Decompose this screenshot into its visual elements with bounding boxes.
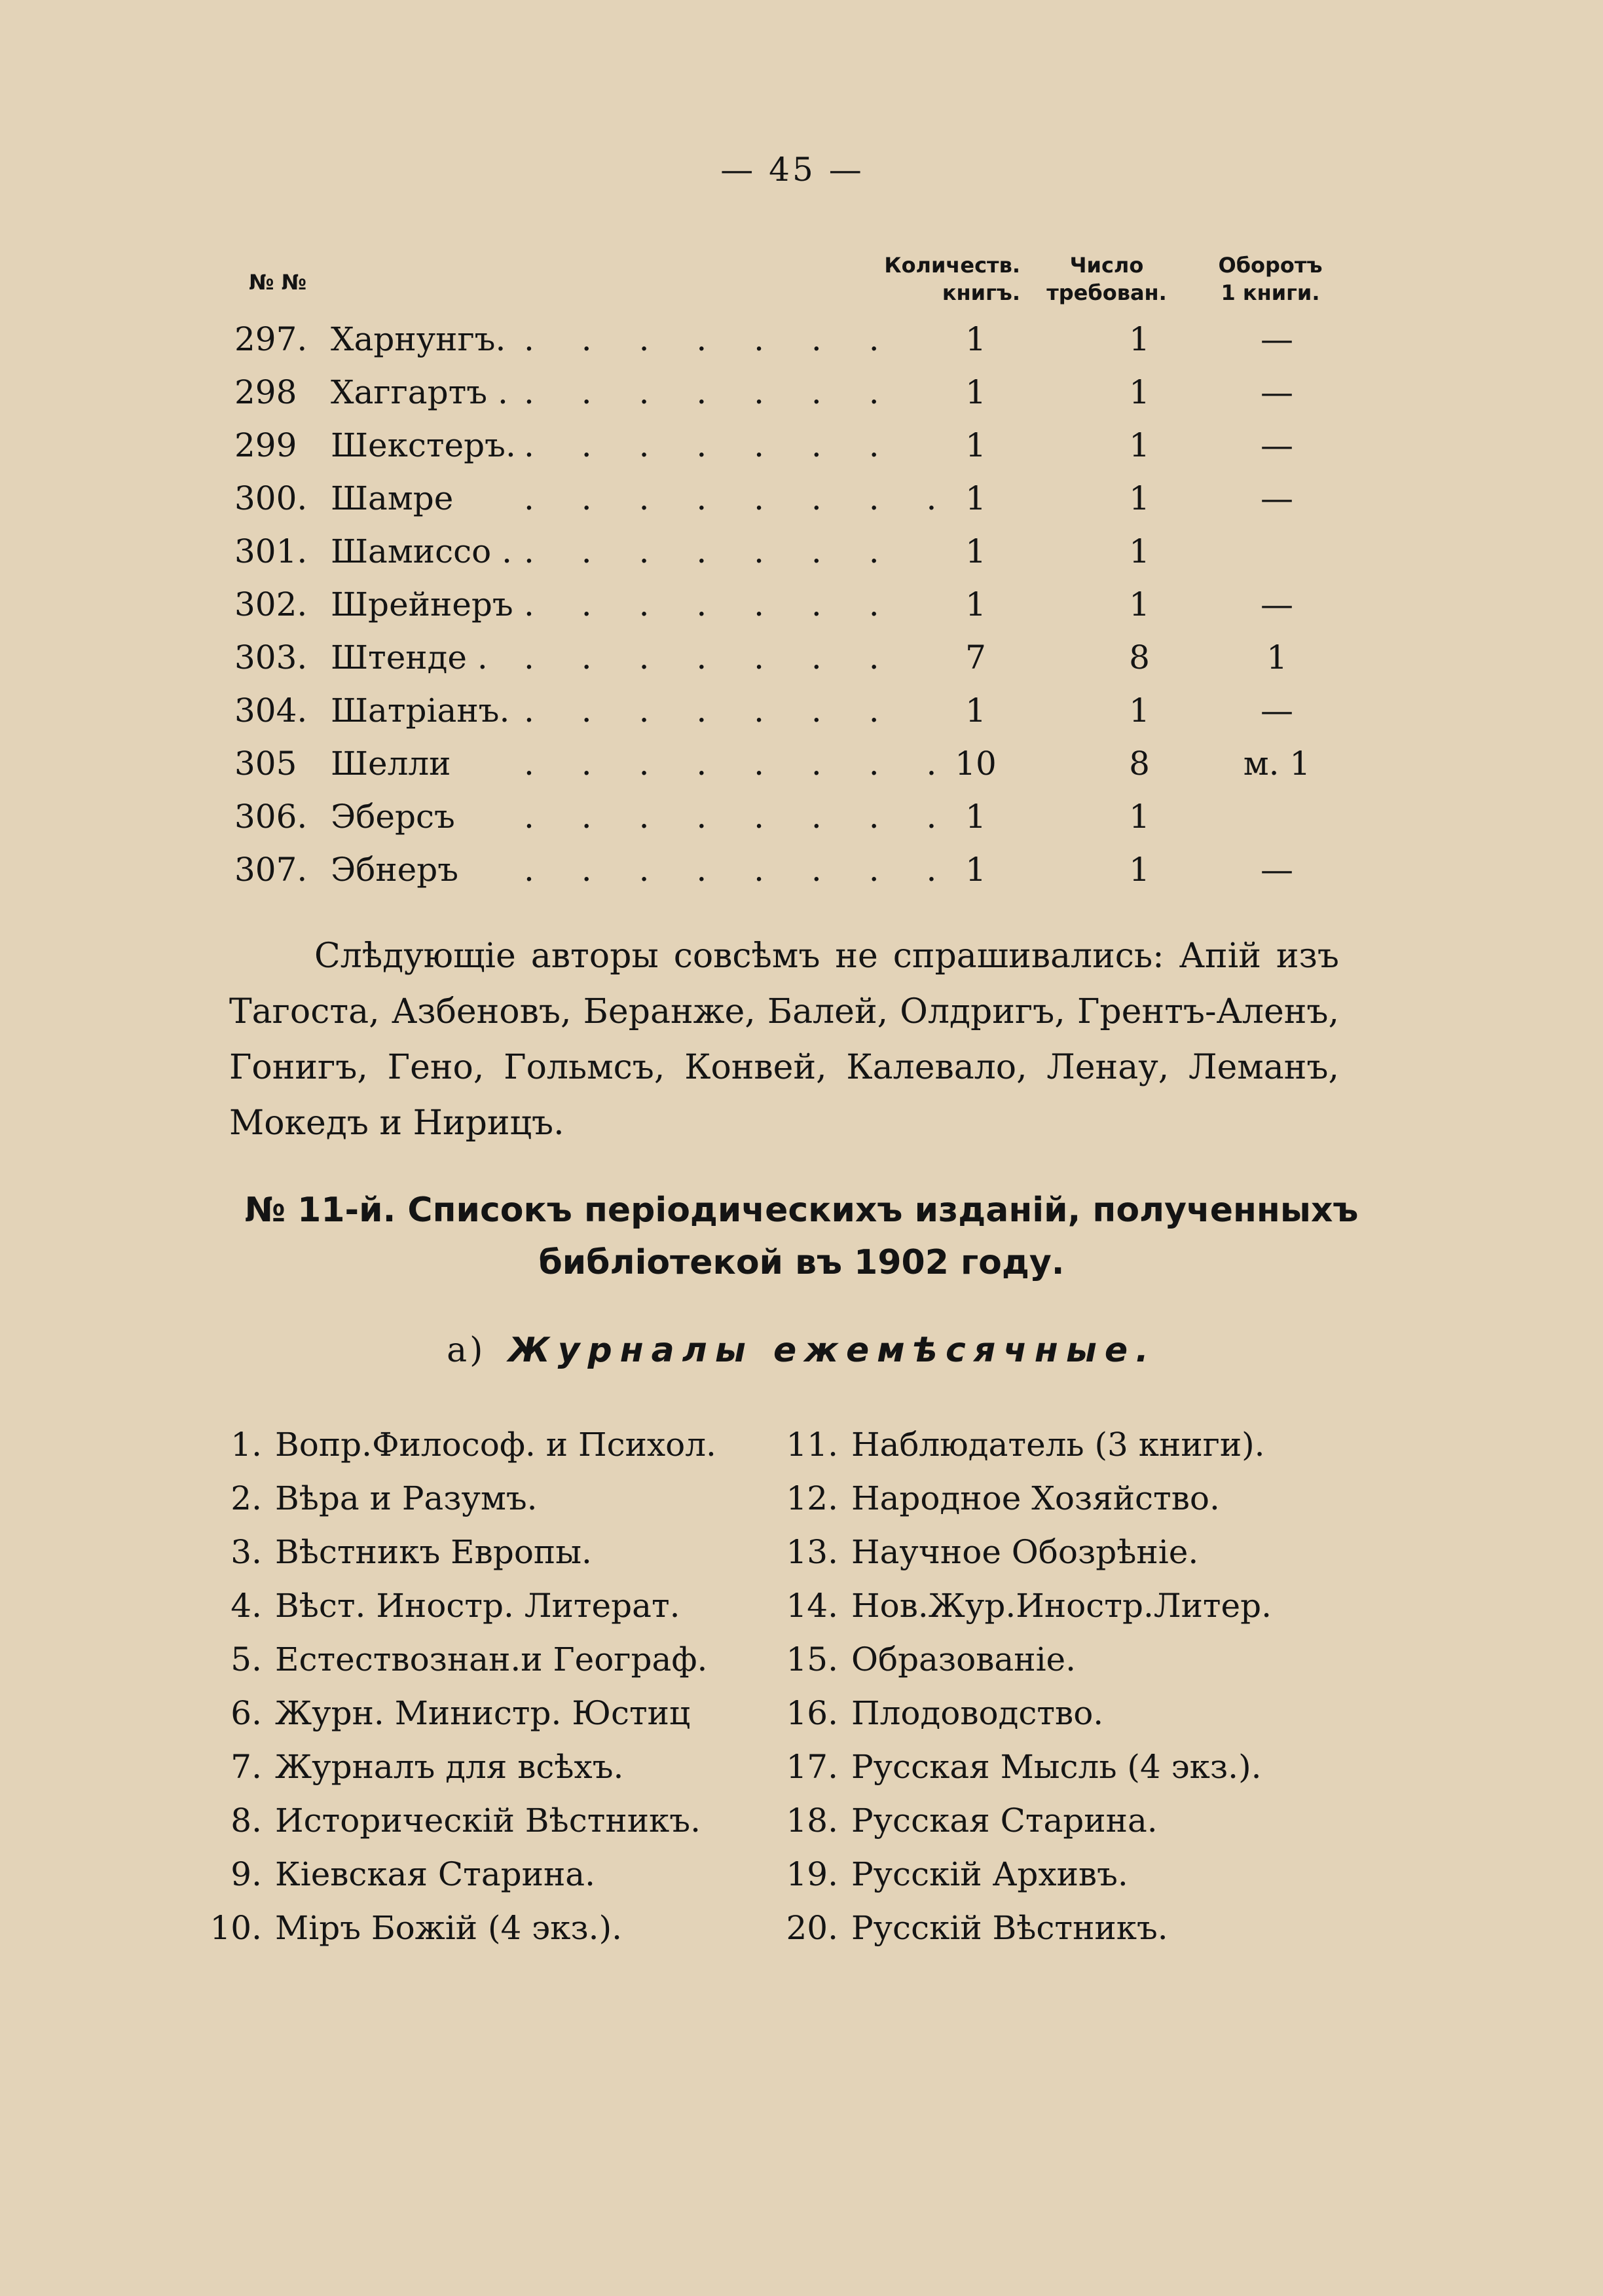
leader-dots: . . . . . . . <box>524 373 898 411</box>
quantity-value: 1 <box>965 585 986 623</box>
quantity-value: 1 <box>965 373 986 411</box>
journal-title: Научное Обозрѣніе. <box>851 1533 1199 1571</box>
turnover-value: — <box>1261 479 1293 517</box>
table-row <box>0 313 1603 365</box>
author-name: Эбнеръ <box>331 851 459 889</box>
table-row <box>0 419 1603 472</box>
author-name: Шамиссо . <box>331 532 512 570</box>
journal-number: 20. <box>786 1909 838 1947</box>
table-row <box>0 737 1603 790</box>
subsection-title: Журналы ежемѣсячные. <box>507 1331 1156 1370</box>
requests-value: 1 <box>1129 585 1150 623</box>
journal-title: Журн. Министр. Юстиц <box>275 1694 691 1732</box>
journal-number: 18. <box>786 1802 838 1840</box>
journal-title: Нов.Жур.Иностр.Литер. <box>851 1587 1272 1625</box>
turnover-value: 1 <box>1266 639 1287 676</box>
author-name: Харнунгъ. <box>331 320 506 358</box>
leader-dots: . . . . . . . <box>524 320 898 358</box>
journal-number: 9. <box>230 1855 262 1893</box>
row-number: 301. <box>234 532 308 570</box>
row-number: 307. <box>234 851 308 889</box>
author-name: Штенде . <box>331 639 488 676</box>
journal-title: Вопр.Философ. и Психол. <box>275 1426 716 1464</box>
table-row <box>0 684 1603 737</box>
journal-title: Журналъ для всѣхъ. <box>275 1748 624 1786</box>
section-title-line-2: библіотекой въ 1902 году. <box>538 1243 1065 1282</box>
journal-number: 16. <box>786 1694 838 1732</box>
row-number: 297. <box>234 320 308 358</box>
row-number: 304. <box>234 692 308 730</box>
table-header-number: № № <box>249 270 307 295</box>
requests-value: 1 <box>1129 426 1150 464</box>
journal-number: 3. <box>230 1533 262 1571</box>
row-number: 300. <box>234 479 308 517</box>
leader-dots: . . . . . . . <box>524 426 898 464</box>
author-name: Шамре <box>331 479 454 517</box>
subsection-heading <box>196 1331 1407 1370</box>
quantity-value: 1 <box>965 320 986 358</box>
requests-value: 8 <box>1129 745 1150 783</box>
subsection-prefix: а) <box>447 1331 486 1370</box>
requests-value: 1 <box>1129 798 1150 836</box>
journal-title: Естествознан.и Географ. <box>275 1640 708 1678</box>
quantity-value: 1 <box>965 532 986 570</box>
journal-title: Вѣстникъ Европы. <box>275 1533 592 1571</box>
journal-title: Кіевская Старина. <box>275 1855 596 1893</box>
table-row <box>0 366 1603 418</box>
table-header-turnover: Оборотъ 1 книги. <box>1218 253 1323 305</box>
author-name: Шрейнеръ <box>331 585 513 623</box>
section-title-line-1: № 11-й. Списокъ періодическихъ изданій, полученныхъ <box>244 1191 1359 1230</box>
journal-title: Вѣст. Иностр. Литерат. <box>275 1587 680 1625</box>
leader-dots: . . . . . . . . <box>524 798 955 836</box>
journal-number: 8. <box>230 1802 262 1840</box>
unrequested-authors-paragraph: Слѣдующіе авторы совсѣмъ не спрашивались: Апій изъ Тагоста, Азбеновъ, Беранже, Балей, Олдригъ, Грентъ-Аленъ, Гонигъ, Гено, Гольмсъ, Конвей, Калевало, Ленау, Леманъ, Мокедъ и Нирицъ. <box>229 936 1339 1143</box>
table-header-quantity: Количеств. книгъ. <box>884 253 1020 305</box>
quantity-value: 1 <box>965 479 986 517</box>
journal-title: Русская Старина. <box>851 1802 1158 1840</box>
turnover-value: — <box>1261 692 1293 730</box>
journal-title: Міръ Божій (4 экз.). <box>275 1909 622 1947</box>
author-name: Шекстеръ. <box>331 426 516 464</box>
leader-dots: . . . . . . . <box>524 692 898 730</box>
journal-number: 13. <box>786 1533 838 1571</box>
journal-number: 10. <box>210 1909 262 1947</box>
quantity-value: 7 <box>965 639 986 676</box>
quantity-value: 10 <box>955 745 997 783</box>
author-name: Хаггартъ . <box>331 373 508 411</box>
table-row <box>0 631 1603 684</box>
journal-title: Плодоводство. <box>851 1694 1104 1732</box>
quantity-value: 1 <box>965 692 986 730</box>
turnover-value: — <box>1261 320 1293 358</box>
row-number: 302. <box>234 585 308 623</box>
leader-dots: . . . . . . . . <box>524 745 955 783</box>
row-number: 299 <box>234 426 297 464</box>
requests-value: 8 <box>1129 639 1150 676</box>
page-number: — 45 — <box>720 151 864 189</box>
table-header-requests: Число требован. <box>1046 253 1167 305</box>
journal-number: 11. <box>786 1426 838 1464</box>
table-row <box>0 578 1603 631</box>
journal-number: 6. <box>230 1694 262 1732</box>
journal-number: 2. <box>230 1479 262 1517</box>
leader-dots: . . . . . . . . <box>524 851 955 889</box>
section-title <box>196 1184 1407 1289</box>
author-name: Шелли <box>331 745 451 783</box>
requests-value: 1 <box>1129 532 1150 570</box>
turnover-value: — <box>1261 851 1293 889</box>
table-row <box>0 843 1603 896</box>
author-name: Шатріанъ. <box>331 692 510 730</box>
journal-title: Вѣра и Разумъ. <box>275 1479 538 1517</box>
journal-title: Русская Мысль (4 экз.). <box>851 1748 1262 1786</box>
quantity-value: 1 <box>965 426 986 464</box>
leader-dots: . . . . . . . <box>524 639 898 676</box>
turnover-value: — <box>1261 585 1293 623</box>
journal-number: 15. <box>786 1640 838 1678</box>
journal-title: Образованіе. <box>851 1640 1077 1678</box>
requests-value: 1 <box>1129 320 1150 358</box>
journal-number: 5. <box>230 1640 262 1678</box>
journal-number: 7. <box>230 1748 262 1786</box>
journal-number: 1. <box>230 1426 262 1464</box>
turnover-value: — <box>1261 426 1293 464</box>
journal-title: Русскій Архивъ. <box>851 1855 1128 1893</box>
journal-number: 14. <box>786 1587 838 1625</box>
author-name: Эберсъ <box>331 798 455 836</box>
table-row <box>0 472 1603 525</box>
row-number: 298 <box>234 373 297 411</box>
journal-title: Историческій Вѣстникъ. <box>275 1802 701 1840</box>
turnover-value: м. 1 <box>1243 745 1311 783</box>
quantity-value: 1 <box>965 851 986 889</box>
table-row <box>0 525 1603 578</box>
requests-value: 1 <box>1129 851 1150 889</box>
journal-number: 17. <box>786 1748 838 1786</box>
row-number: 303. <box>234 639 308 676</box>
journal-title: Народное Хозяйство. <box>851 1479 1220 1517</box>
row-number: 305 <box>234 745 297 783</box>
row-number: 306. <box>234 798 308 836</box>
table-row <box>0 790 1603 843</box>
journal-number: 4. <box>230 1587 262 1625</box>
leader-dots: . . . . . . . <box>524 585 898 623</box>
requests-value: 1 <box>1129 692 1150 730</box>
journal-title: Наблюдатель (3 книги). <box>851 1426 1265 1464</box>
leader-dots: . . . . . . . . <box>524 479 955 517</box>
journal-number: 12. <box>786 1479 838 1517</box>
requests-value: 1 <box>1129 373 1150 411</box>
quantity-value: 1 <box>965 798 986 836</box>
requests-value: 1 <box>1129 479 1150 517</box>
leader-dots: . . . . . . . <box>524 532 898 570</box>
journal-number: 19. <box>786 1855 838 1893</box>
turnover-value: — <box>1261 373 1293 411</box>
journal-title: Русскій Вѣстникъ. <box>851 1909 1168 1947</box>
